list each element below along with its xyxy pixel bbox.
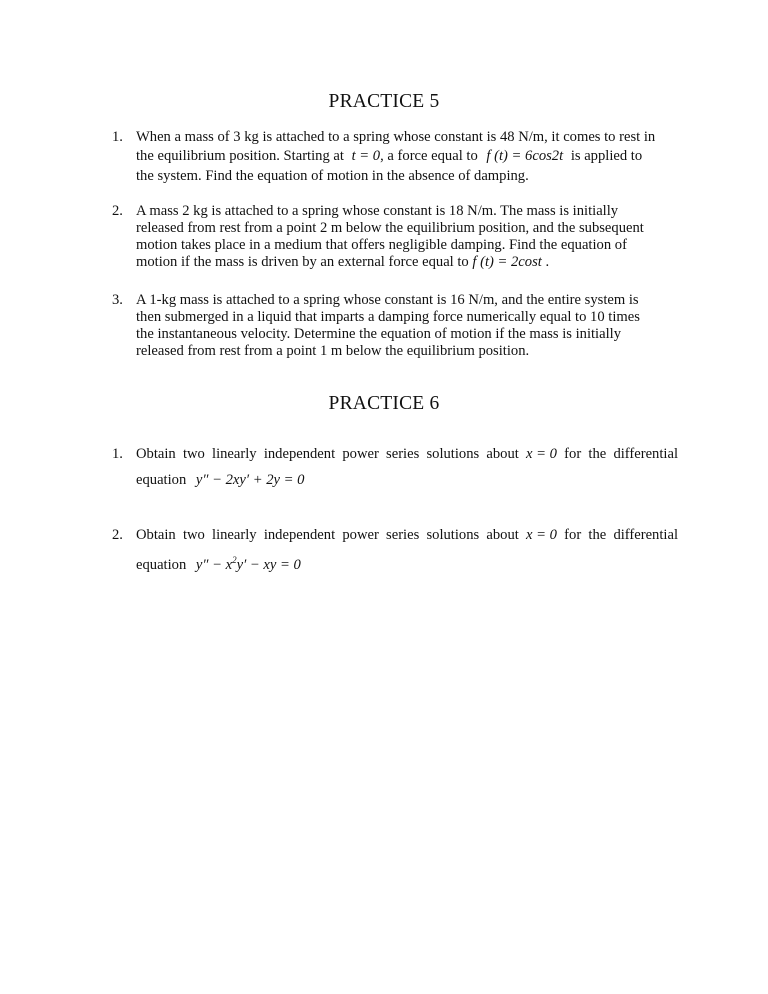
text-line xyxy=(136,148,642,165)
math-expression: t = 0 xyxy=(351,148,381,164)
practice-5-title: PRACTICE 5 xyxy=(328,91,440,112)
word: solutions xyxy=(426,527,480,543)
problem-number: 1. xyxy=(112,129,123,145)
word: power xyxy=(342,446,379,462)
problem-number: 2. xyxy=(112,527,123,543)
math-expression: f (t) = 2cost xyxy=(472,254,542,270)
text-line xyxy=(136,527,678,544)
word: about xyxy=(486,527,519,543)
word: linearly xyxy=(212,527,257,543)
word: series xyxy=(386,446,420,462)
equation-part: y′ − xy = 0 xyxy=(236,557,301,573)
problem-number: 3. xyxy=(112,292,123,308)
equation-part: y″ − x xyxy=(195,557,233,573)
text-segment: . xyxy=(545,254,550,270)
text-segment: motion if the mass is driven by an external force equal to xyxy=(136,254,469,270)
word: differential xyxy=(613,446,678,462)
text-segment: the equilibrium position. Starting at xyxy=(136,148,344,164)
text-line xyxy=(136,446,678,463)
word: independent xyxy=(263,446,336,462)
word: the xyxy=(588,527,607,543)
word: linearly xyxy=(212,446,257,462)
word: two xyxy=(182,527,205,543)
word: Obtain xyxy=(136,446,176,462)
word: for xyxy=(564,527,582,543)
problem-number: 2. xyxy=(112,203,123,219)
text-line: released from rest from a point 2 m below the equilibrium position, and the subsequent xyxy=(136,220,644,236)
word: two xyxy=(182,446,205,462)
practice-6-title: PRACTICE 6 xyxy=(328,393,440,414)
text-segment: equation xyxy=(136,472,187,488)
math-expression: f (t) = 6cos2t xyxy=(486,148,564,164)
text-line: released from rest from a point 1 m below the equilibrium position. xyxy=(136,343,530,359)
text-segment: , a force equal to xyxy=(380,148,478,164)
math-equation xyxy=(196,557,301,573)
text-segment: is applied to xyxy=(570,148,643,164)
word: power xyxy=(342,527,379,543)
problem-number: 1. xyxy=(112,446,123,462)
math-equation: y″ − 2xy′ + 2y = 0 xyxy=(195,472,305,488)
text-segment: equation xyxy=(136,557,187,573)
word: Obtain xyxy=(136,527,176,543)
word: about xyxy=(486,446,519,462)
math-expression: x = 0 xyxy=(526,446,557,462)
exponent: 2 xyxy=(232,555,237,565)
text-line: the system. Find the equation of motion in the absence of damping. xyxy=(136,168,529,184)
word: solutions xyxy=(426,446,480,462)
text-line: motion takes place in a medium that offers negligible damping. Find the equation of xyxy=(136,237,627,253)
math-expression: x = 0 xyxy=(526,527,557,543)
text-line: When a mass of 3 kg is attached to a spring whose constant is 48 N/m, it comes to rest in xyxy=(136,129,656,145)
text-line xyxy=(136,254,549,271)
text-line: then submerged in a liquid that imparts a damping force numerically equal to 10 times xyxy=(136,309,640,325)
text-line: the instantaneous velocity. Determine the equation of motion if the mass is initially xyxy=(136,326,621,342)
text-line xyxy=(136,472,304,489)
text-line xyxy=(136,555,301,574)
word: differential xyxy=(613,527,678,543)
text-line: A 1-kg mass is attached to a spring whose constant is 16 N/m, and the entire system is xyxy=(136,292,639,308)
word: independent xyxy=(263,527,336,543)
word: the xyxy=(588,446,607,462)
word: series xyxy=(386,527,420,543)
text-line: A mass 2 kg is attached to a spring whose constant is 18 N/m. The mass is initially xyxy=(136,203,619,219)
word: for xyxy=(564,446,582,462)
